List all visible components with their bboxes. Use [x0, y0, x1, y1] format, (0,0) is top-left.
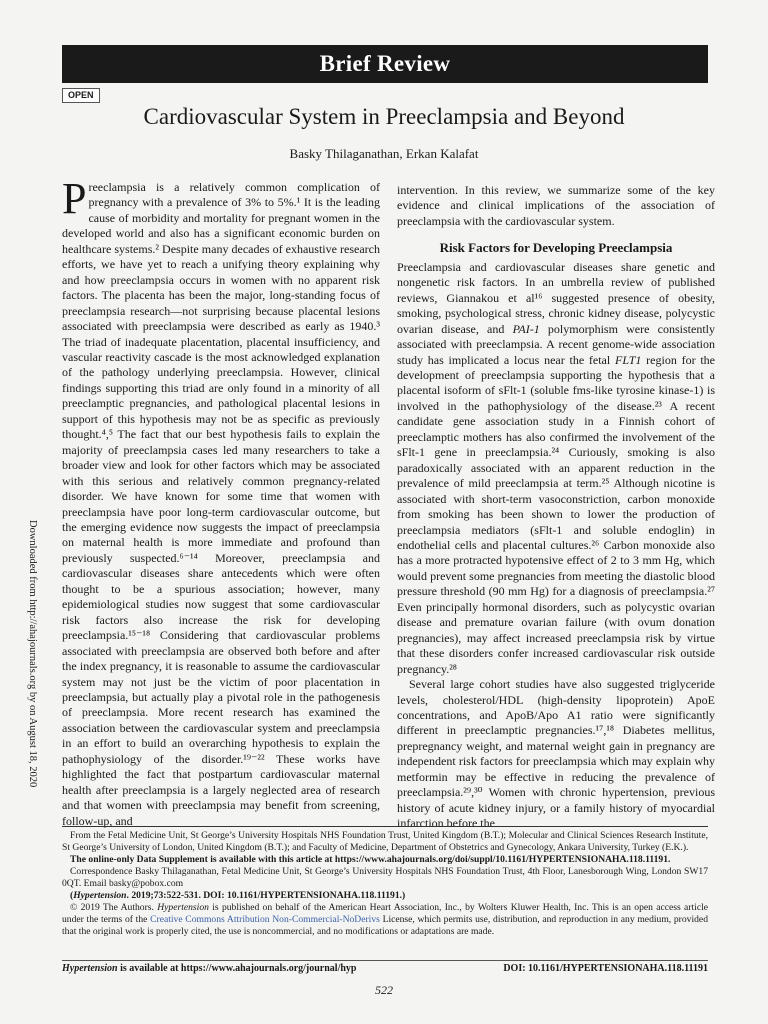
correspondence-note: Correspondence Basky Thilaganathan, Fetal Medicine Unit, St George’s University Hospitals NHS Foundation Trust, 4th Floor, Lanesborough Wing, London SW17 0QT. Email basky@pobox.com: [62, 866, 708, 889]
copyright-c: License, which permits use, distribution, and reproduction in any medium, provided that the original work is properly cited, the use is noncommercial, and no modifications or adaptations are made.: [62, 914, 708, 937]
section-heading-risk-factors: Risk Factors for Developing Preeclampsia: [439, 240, 673, 256]
footnotes: [62, 830, 708, 938]
affiliation-note: From the Fetal Medicine Unit, St George’s University Hospitals NHS Foundation Trust, United Kingdom (B.T.); Molecular and Clinical Sciences Research Institute, St George’s University of London, United Kingdom (B.T.); and Faculty of Medicine, Department of Obstetrics and Gynecology, Ankara University, Turkey (E.K.).: [62, 830, 708, 853]
intro-paragraph: [62, 174, 380, 829]
download-notice: [26, 520, 38, 788]
copyright-journal: Hypertension: [157, 902, 209, 913]
footer-doi: DOI: 10.1161/HYPERTENSIONAHA.118.11191: [503, 963, 708, 974]
gene-flt1: FLT1: [614, 352, 642, 367]
citation-journal: Hypertension: [73, 890, 127, 901]
article-title: Cardiovascular System in Preeclampsia and Beyond: [143, 104, 625, 129]
drop-cap: P: [62, 174, 87, 223]
left-column: [62, 174, 380, 829]
page-number: 522: [375, 983, 393, 997]
download-notice-text: Downloaded from http://ahajournals.org by on August 18, 2020: [27, 520, 38, 788]
intro-continuation: intervention. In this review, we summarize some of the key evidence and clinical implications of the association of preeclampsia with the cardiovascular system.: [397, 183, 715, 228]
right-column: [397, 183, 715, 832]
license-link[interactable]: Creative Commons Attribution Non-Commercial-NoDerivs: [150, 914, 380, 925]
copyright-note: [62, 902, 708, 938]
footer-availability: is available at https://www.ahajournals.org/journal/hyp: [117, 963, 357, 974]
citation-details: . 2019;73:522-531. DOI: 10.1161/HYPERTENSIONAHA.118.11191.): [126, 890, 406, 901]
section-banner: Brief Review: [62, 45, 708, 83]
risk-text-a: Preeclampsia and cardiovascular diseases share genetic and nongenetic risk factors. In an umbrella review of published reviews, Giannakou et al¹⁶ suggested presence of obesity, smoking, psychological stress, chronic kidney disease, polycystic ovarian disease, and: [397, 259, 715, 336]
risk-text-c: region for the development of preeclampsia supporting the hypothesis that a placental isoform of sFlt-1 (soluble fms-like tyrosine kinase-1) is involved in the pathophysiology of the disease.²³ A recent candidate gene association study in a Finnish cohort of preeclamptic mothers has also confirmed the involvement of the sFlt-1 gene in preeclampsia.²⁴ Curiously, smoking is also paradoxically associated with an apparent reduction in the prevalence of mild preeclampsia at term.²⁵ Although nicotine is associated with short-term vasoconstriction, carbon monoxide from smoking has been shown to lower the production of preeclampsia mediators (sFlt-1 and soluble endoglin) in endothelial cells and placental cultures.²⁶ Carbon monoxide also has a more protracted hypotensive effect of 2 to 3 mm Hg, which would prevent some pregnancies from meeting the diastolic blood pressure threshold (90 mm Hg) for a diagnosis of preeclampsia.²⁷ Even principally hormonal disorders, such as polycystic ovarian disease and premature ovarian failure (with ovum donation pregnancies), may affect increased preeclampsia risk by virtue that these disorders confer increased cardiovascular risk outside pregnancy.²⁸: [397, 352, 715, 676]
journal-availability: [62, 963, 356, 974]
footnote-divider: [62, 826, 708, 827]
open-access-badge: OPEN: [62, 88, 100, 103]
copyright-b: is published on behalf of the American Heart Association, Inc., by Wolters Kluwer Health, Inc. This is an open access article under the terms of the: [62, 902, 709, 925]
supplement-note: The online-only Data Supplement is available with this article at https://www.ahajournals.org/doi/suppl/10.1161/HYPERTENSIONAHA.118.11191.: [70, 854, 671, 865]
risk-factors-paragraph: [397, 260, 715, 677]
intro-text: reeclampsia is a relatively common complication of pregnancy with a prevalence of 3% to 5%.¹ It is the leading cause of morbidity and mortality for pregnant women in the developed world and also has a significant economic burden on healthcare systems.² Despite many decades of exhaustive research efforts, we have yet to reach a unifying theory explaining why and how preeclampsia occurs in women with no apparent risk factors. The placenta has been the major, long-standing focus of preeclampsia research—not surprising because placental lesions associated with preeclampsia were described as early as 1940.³ The triad of inadequate placentation, placental insufficiency, and vascular reactivity cascade is the most acknowledged explanation of the pathology underlying preeclampsia. However, clinical findings supporting this triad are only found in a minority of all preeclamptic pregnancies, and pathological placental lesions in support of this hypothesis may not be as specific as previously thought.⁴,⁵ The fact that our best hypothesis fails to explain the majority of preeclampsia cases led many researchers to take a broader view and look for other factors which may be associated with this serious and relatively common pregnancy-related disorder. We have known for some time that women with preeclampsia have poor long-term cardiovascular outcome, but the emerging evidence now suggests the impact of preeclampsia on maternal health is more immediate and profound than previously suspected.⁶⁻¹⁴ Moreover, preeclampsia and cardiovascular diseases share antecedents which were often thought to be a spurious association; however, many epidemiological studies now suggest that some cardiovascular risk factors also increase the risk for developing preeclampsia.¹⁵⁻¹⁸ Considering that cardiovascular problems associated with preeclampsia are observed both before and after the index pregnancy, it is reasonable to assume the cardiovascular system may not just be the victim of poor placentation in preeclampsia, but actually play a pivotal role in the pathogenesis of preeclampsia. More recent research has examined the association between the cardiovascular system and preeclampsia in an effort to build an overarching hypothesis to explain the pathophysiology of the disorder.¹⁹⁻²² These works have highlighted the fact that postpartum cardiovascular maternal health after preeclampsia is a largely neglected area of research and that women with preeclampsia may benefit from screening, follow-up, and: [62, 180, 380, 828]
footer-journal: Hypertension: [62, 963, 118, 974]
risk-text-b: polymorphism were consistently associated with preeclampsia. A recent genome-wide association study has implicated a locus near the fetal: [397, 321, 715, 367]
gene-pai1: PAI-1: [512, 321, 540, 336]
footer-rule: [62, 960, 708, 961]
article-authors: Basky Thilaganathan, Erkan Kalafat: [289, 146, 479, 161]
citation-note: (Hypertension. 2019;73:522-531. DOI: 10.1161/HYPERTENSIONAHA.118.11191.): [70, 890, 406, 901]
cohort-paragraph: Several large cohort studies have also suggested triglyceride levels, cholesterol/HDL (high-density lipoprotein) ApoE concentrations, and ApoB/Apo A1 ratio were significantly different in preeclamptic pregnancies.¹⁷,¹⁸ Diabetes mellitus, prepregnancy weight, and maternal weight gain in pregnancy are independent risk factors for preeclampsia which may explain why metformin may be effective in reducing the prevalence of preeclampsia.²⁹,³⁰ Women with chronic hypertension, previous history of acute kidney injury, or a family history of myocardial infarction before the: [397, 677, 715, 831]
copyright-a: © 2019 The Authors.: [70, 902, 158, 913]
